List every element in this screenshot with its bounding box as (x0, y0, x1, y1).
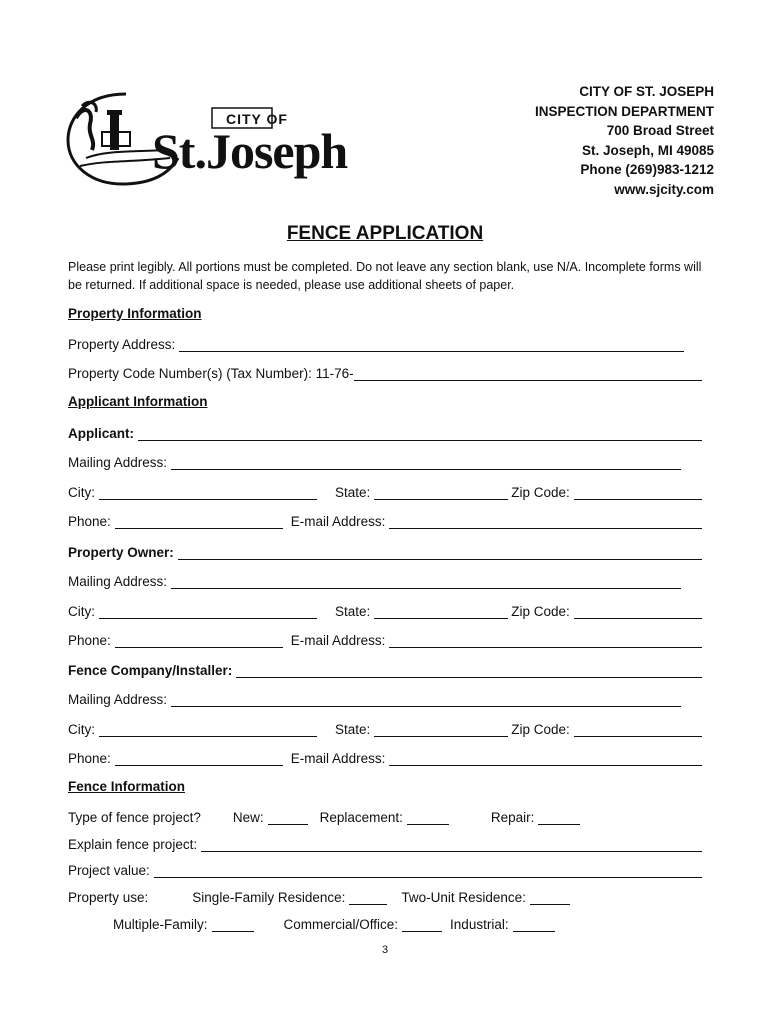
contact-line-2: INSPECTION DEPARTMENT (534, 103, 714, 119)
fence-use-label: Property use: (68, 890, 149, 905)
contact-line-4: St. Joseph, MI 49085 (581, 142, 714, 158)
fence-type-row (68, 807, 702, 825)
fence-commercial-label: Commercial/Office: (283, 917, 399, 932)
fence-two-label: Two-Unit Residence: (401, 890, 526, 905)
installer-state-label: State: (335, 722, 371, 737)
installer-phone-field[interactable] (115, 751, 283, 766)
applicant-row (68, 423, 702, 441)
property-code-row (68, 363, 702, 381)
fence-commercial-field[interactable] (402, 917, 442, 932)
owner-zip-field[interactable] (574, 604, 702, 619)
fence-single-field[interactable] (349, 890, 387, 905)
property-code-field[interactable] (354, 366, 702, 381)
fence-new-field[interactable] (268, 810, 308, 825)
applicant-city-row (68, 482, 702, 500)
fence-multi-label: Multiple-Family: (113, 917, 208, 932)
fence-industrial-field[interactable] (513, 917, 555, 932)
applicant-phone-label: Phone: (68, 514, 111, 529)
applicant-email-label: E-mail Address: (290, 514, 386, 529)
page-number: 3 (381, 944, 389, 956)
owner-phone-label: Phone: (68, 633, 111, 648)
installer-email-field[interactable] (389, 751, 702, 766)
contact-line-5: Phone (269)983-1212 (580, 162, 714, 177)
owner-city-field[interactable] (99, 604, 317, 619)
fence-multi-field[interactable] (212, 917, 254, 932)
owner-state-label: State: (335, 604, 371, 619)
contact-line-3: 700 Broad Street (606, 123, 714, 138)
applicant-city-field[interactable] (99, 485, 317, 500)
property-code-label: Property Code Number(s) (Tax Number): 11-76- (68, 366, 354, 381)
installer-mailing-field[interactable] (171, 692, 681, 707)
installer-label: Fence Company/Installer: (68, 663, 233, 678)
installer-mailing-label: Mailing Address: (68, 692, 168, 707)
property-address-label: Property Address: (68, 337, 176, 352)
installer-mailing-row (68, 689, 702, 707)
installer-city-label: City: (68, 722, 95, 737)
fence-replacement-label: Replacement: (319, 810, 403, 825)
applicant-label: Applicant: (68, 426, 134, 441)
fence-value-field[interactable] (154, 863, 702, 878)
applicant-zip-label: Zip Code: (511, 485, 570, 500)
contact-line-1: CITY OF ST. JOSEPH (579, 84, 714, 99)
applicant-mailing-label: Mailing Address: (68, 455, 168, 470)
owner-city-row (68, 601, 702, 619)
applicant-state-field[interactable] (374, 485, 508, 500)
applicant-zip-field[interactable] (574, 485, 702, 500)
fence-heading: Fence Information (68, 779, 186, 794)
applicant-phone-row (68, 511, 702, 529)
installer-phone-row (68, 748, 702, 766)
owner-mailing-field[interactable] (171, 574, 681, 589)
installer-city-field[interactable] (99, 722, 317, 737)
fence-new-label: New: (232, 810, 264, 825)
fence-single-label: Single-Family Residence: (192, 890, 346, 905)
installer-row (68, 660, 702, 678)
instructions: Please print legibly. All portions must be completed. Do not leave any section blank, use N/A. Incomplete forms will be returned. If additional space is needed, please use additional sheets of paper. (68, 260, 702, 292)
owner-phone-field[interactable] (115, 633, 283, 648)
owner-mailing-label: Mailing Address: (68, 574, 168, 589)
applicant-state-label: State: (335, 485, 371, 500)
owner-field[interactable] (178, 545, 702, 560)
logo-name: St.Joseph (152, 123, 348, 179)
fence-explain-row (68, 834, 702, 852)
property-address-row (68, 334, 702, 352)
owner-email-label: E-mail Address: (290, 633, 386, 648)
installer-zip-field[interactable] (574, 722, 702, 737)
fence-use-row (68, 887, 702, 905)
owner-state-field[interactable] (374, 604, 508, 619)
fence-repair-label: Repair: (490, 810, 535, 825)
applicant-mailing-row (68, 452, 702, 470)
fence-type-label: Type of fence project? (68, 810, 201, 825)
fence-two-field[interactable] (530, 890, 570, 905)
owner-email-field[interactable] (389, 633, 702, 648)
fence-explain-label: Explain fence project: (68, 837, 198, 852)
city-logo (66, 88, 348, 188)
applicant-phone-field[interactable] (115, 514, 283, 529)
department-contact (535, 82, 714, 199)
fence-explain-field[interactable] (201, 837, 702, 852)
installer-phone-label: Phone: (68, 751, 111, 766)
applicant-mailing-field[interactable] (171, 455, 681, 470)
fence-repair-field[interactable] (538, 810, 580, 825)
owner-row (68, 542, 702, 560)
applicant-field[interactable] (138, 426, 702, 441)
fence-replacement-field[interactable] (407, 810, 449, 825)
installer-zip-label: Zip Code: (511, 722, 570, 737)
owner-phone-row (68, 630, 702, 648)
form-title: FENCE APPLICATION (286, 223, 484, 244)
owner-mailing-row (68, 571, 702, 589)
fence-value-label: Project value: (68, 863, 150, 878)
fence-value-row (68, 860, 702, 878)
owner-city-label: City: (68, 604, 95, 619)
owner-zip-label: Zip Code: (511, 604, 570, 619)
logo-city-of: CITY OF (226, 111, 288, 127)
fence-industrial-label: Industrial: (450, 917, 509, 932)
installer-field[interactable] (236, 663, 702, 678)
applicant-email-field[interactable] (389, 514, 702, 529)
property-address-field[interactable] (179, 337, 684, 352)
applicant-heading: Applicant Information (68, 394, 208, 409)
installer-state-field[interactable] (374, 722, 508, 737)
property-heading: Property Information (68, 306, 202, 321)
fence-use-row-2 (113, 914, 702, 932)
applicant-city-label: City: (68, 485, 95, 500)
installer-city-row (68, 719, 702, 737)
installer-email-label: E-mail Address: (290, 751, 386, 766)
owner-label: Property Owner: (68, 545, 174, 560)
contact-line-6: www.sjcity.com (614, 181, 714, 197)
